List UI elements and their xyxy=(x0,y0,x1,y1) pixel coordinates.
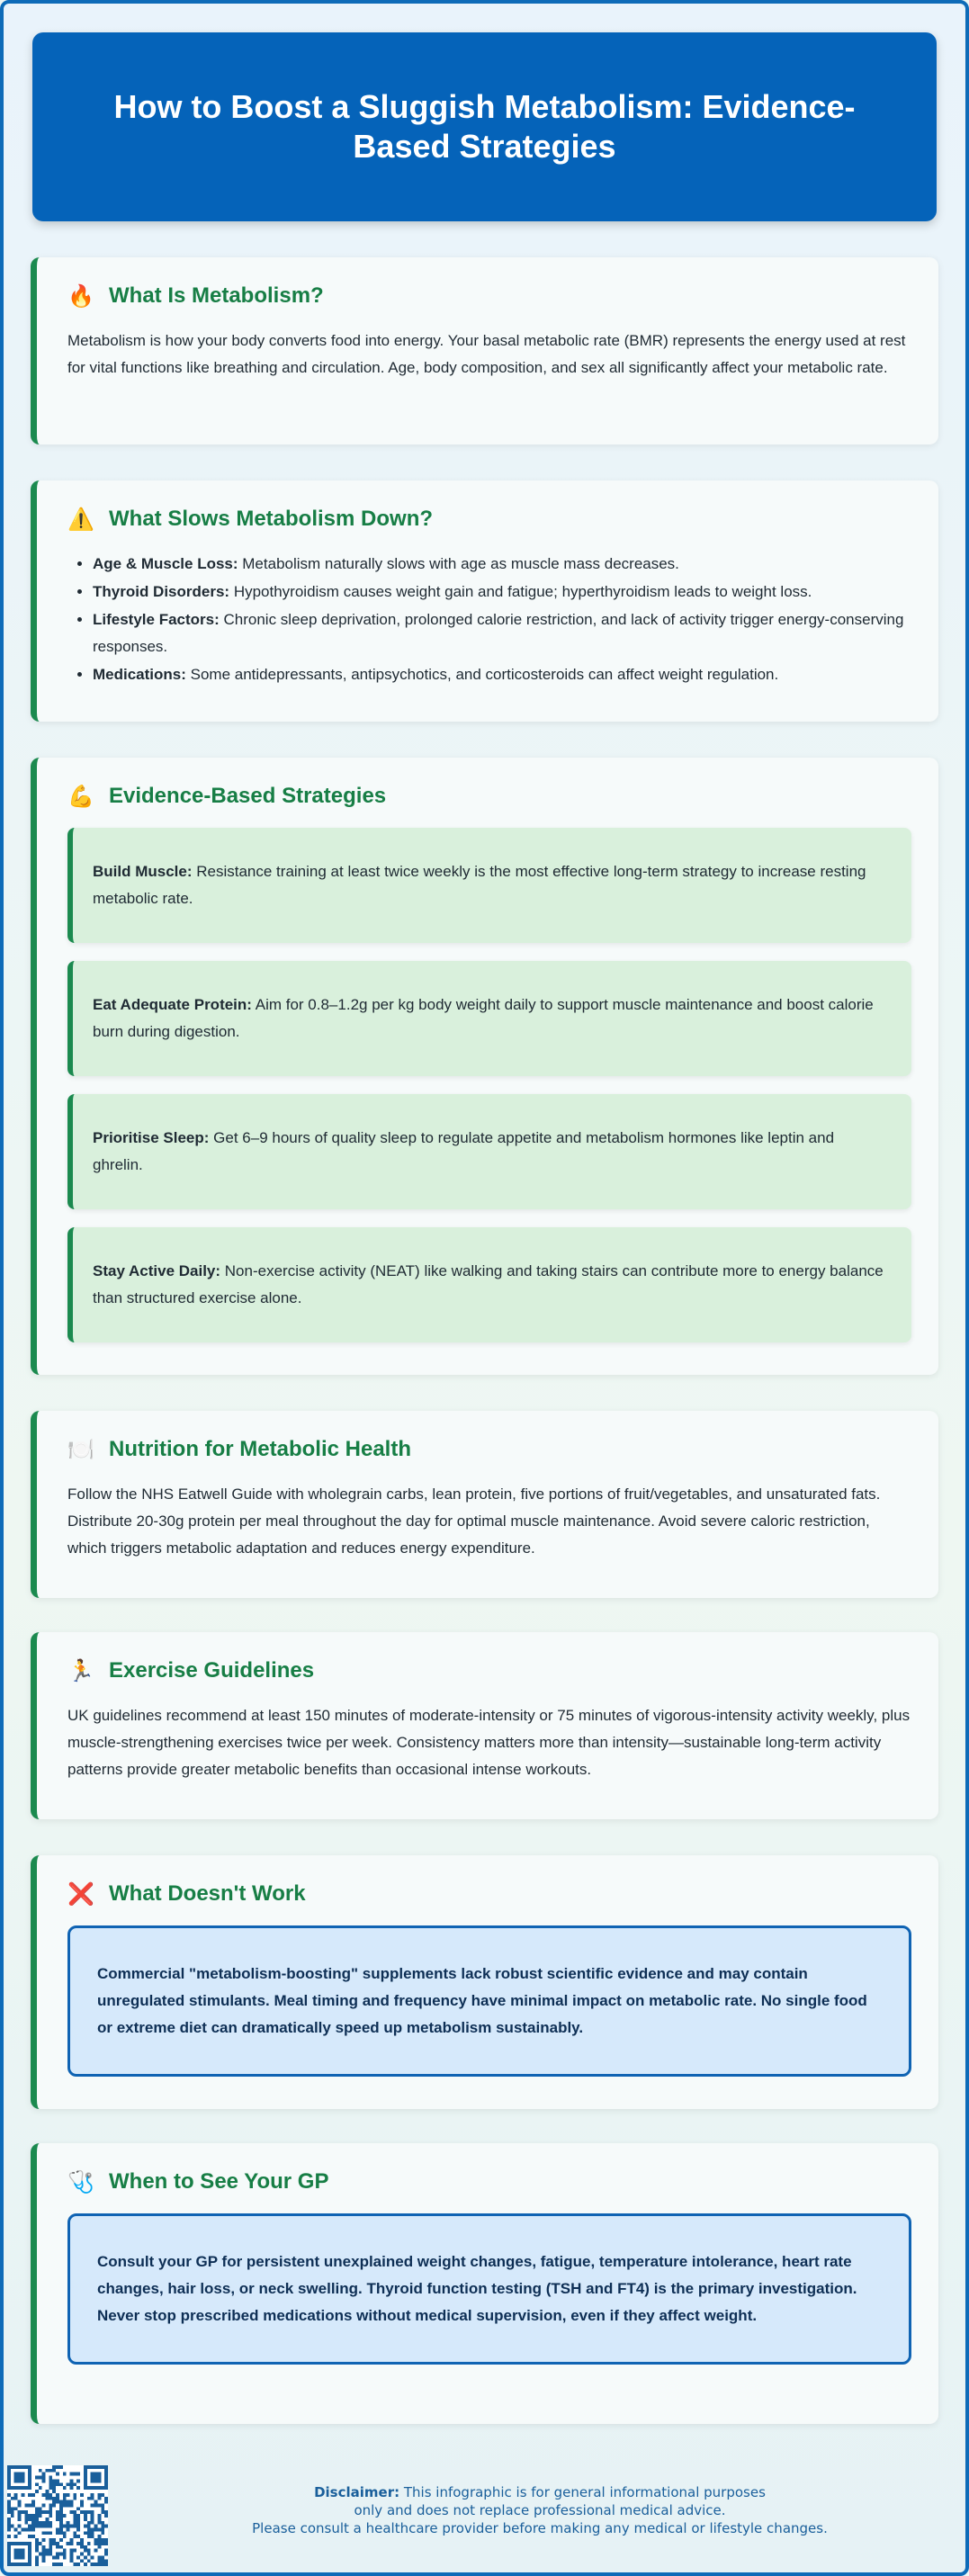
plate-cutlery-icon: 🍽️ xyxy=(67,1437,94,1462)
list-item: • Medications: Some antidepressants, antipsychotics, and corticosteroids can affect weight regulation. xyxy=(93,661,911,688)
section-what-doesnt-work xyxy=(31,1855,938,2109)
section-when-to-see-gp xyxy=(31,2143,938,2424)
section-body: Follow the NHS Eatwell Guide with wholegrain carbs, lean protein, five portions of fruit/vegetables, and unsaturated fats. Distribute 20-30g protein per meal throughout the day for optimal muscle maintenance. Avoid severe caloric restriction, which triggers metabolic adaptation and reduces energy expenditure. xyxy=(67,1485,881,1557)
section-title: What Is Metabolism? xyxy=(109,283,324,308)
section-nutrition xyxy=(31,1411,938,1598)
section-what-is-metabolism xyxy=(31,257,938,444)
section-title: What Slows Metabolism Down? xyxy=(109,507,434,531)
strategy-card-sleep: Prioritise Sleep: Get 6–9 hours of quality sleep to regulate appetite and metabolism hormones like leptin and ghrelin. xyxy=(67,1094,911,1209)
disclaimer: Disclaimer: This infographic is for general informational purposes only and does not replace professional medical advice. Please consult a healthcare provider before making any medical or lifestyle changes. xyxy=(252,2484,828,2536)
cross-mark-icon: ❌ xyxy=(67,1881,94,1907)
gp-callout: Consult your GP for persistent unexplained weight changes, fatigue, temperature intolerance, heart rate changes, hair loss, or neck swelling. Thyroid function testing (TSH and FT4) is the primary investigation. Never stop prescribed medications without medical supervision, even if they affect weight. xyxy=(67,2213,911,2365)
section-header xyxy=(67,1436,911,1463)
strategy-card-build-muscle: Build Muscle: Resistance training at least twice weekly is the most effective long-term strategy to increase resting metabolic rate. xyxy=(67,828,911,943)
section-evidence-based-strategies xyxy=(31,758,938,1375)
list-item: • Age & Muscle Loss: Metabolism naturally slows with age as muscle mass decreases. xyxy=(93,551,911,578)
section-header xyxy=(67,1657,911,1684)
warning-icon: ⚠️ xyxy=(67,507,94,532)
fire-icon: 🔥 xyxy=(67,283,94,309)
section-header xyxy=(67,1880,911,1907)
page-header xyxy=(32,32,937,221)
section-exercise-guidelines xyxy=(31,1632,938,1819)
section-header xyxy=(67,283,911,310)
running-person-icon: 🏃 xyxy=(67,1658,94,1683)
strategy-card-protein: Eat Adequate Protein: Aim for 0.8–1.2g per kg body weight daily to support muscle maintenance and boost calorie burn during digestion. xyxy=(67,961,911,1076)
list-item: • Lifestyle Factors: Chronic sleep deprivation, prolonged calorie restriction, and lack of activity trigger energy-conserving responses. xyxy=(93,606,911,660)
section-title: Evidence-Based Strategies xyxy=(109,784,387,808)
page-footer xyxy=(0,2465,969,2569)
section-header xyxy=(67,506,911,533)
section-title: Nutrition for Metabolic Health xyxy=(109,1437,411,1461)
section-header xyxy=(67,2168,911,2195)
strategy-card-active: Stay Active Daily: Non-exercise activity (NEAT) like walking and taking stairs can contribute more to energy balance than structured exercise alone. xyxy=(67,1227,911,1342)
stethoscope-icon: 🩺 xyxy=(67,2169,94,2195)
flexed-biceps-icon: 💪 xyxy=(67,784,94,809)
list-item: • Thyroid Disorders: Hypothyroidism causes weight gain and fatigue; hyperthyroidism leads to weight loss. xyxy=(93,579,911,606)
warning-callout: Commercial "metabolism-boosting" supplements lack robust scientific evidence and may contain unregulated stimulants. Meal timing and frequency have minimal impact on metabolic rate. No single food or extreme diet can dramatically speed up metabolism sustainably. xyxy=(67,1925,911,2077)
section-title: Exercise Guidelines xyxy=(109,1658,315,1683)
disclaimer-label: Disclaimer: xyxy=(314,2484,400,2500)
section-title: What Doesn't Work xyxy=(109,1881,306,1906)
section-body: Metabolism is how your body converts food into energy. Your basal metabolic rate (BMR) represents the energy used at rest for vital functions like breathing and circulation. Age, body composition, and sex all significantly affect your metabolic rate. xyxy=(67,332,906,376)
slows-list xyxy=(67,551,911,688)
qr-code xyxy=(7,2465,108,2566)
section-title: When to See Your GP xyxy=(109,2169,329,2194)
section-body: UK guidelines recommend at least 150 minutes of moderate-intensity or 75 minutes of vigorous-intensity activity weekly, plus muscle-strengthening exercises twice per week. Consistency matters more than intensity—sustainable long-term activity patterns provide greater metabolic benefits than occasional intense workouts. xyxy=(67,1707,911,1778)
page-title: How to Boost a Sluggish Metabolism: Evidence-Based Strategies xyxy=(113,88,856,165)
section-header xyxy=(67,783,911,810)
section-what-slows-metabolism xyxy=(31,480,938,722)
